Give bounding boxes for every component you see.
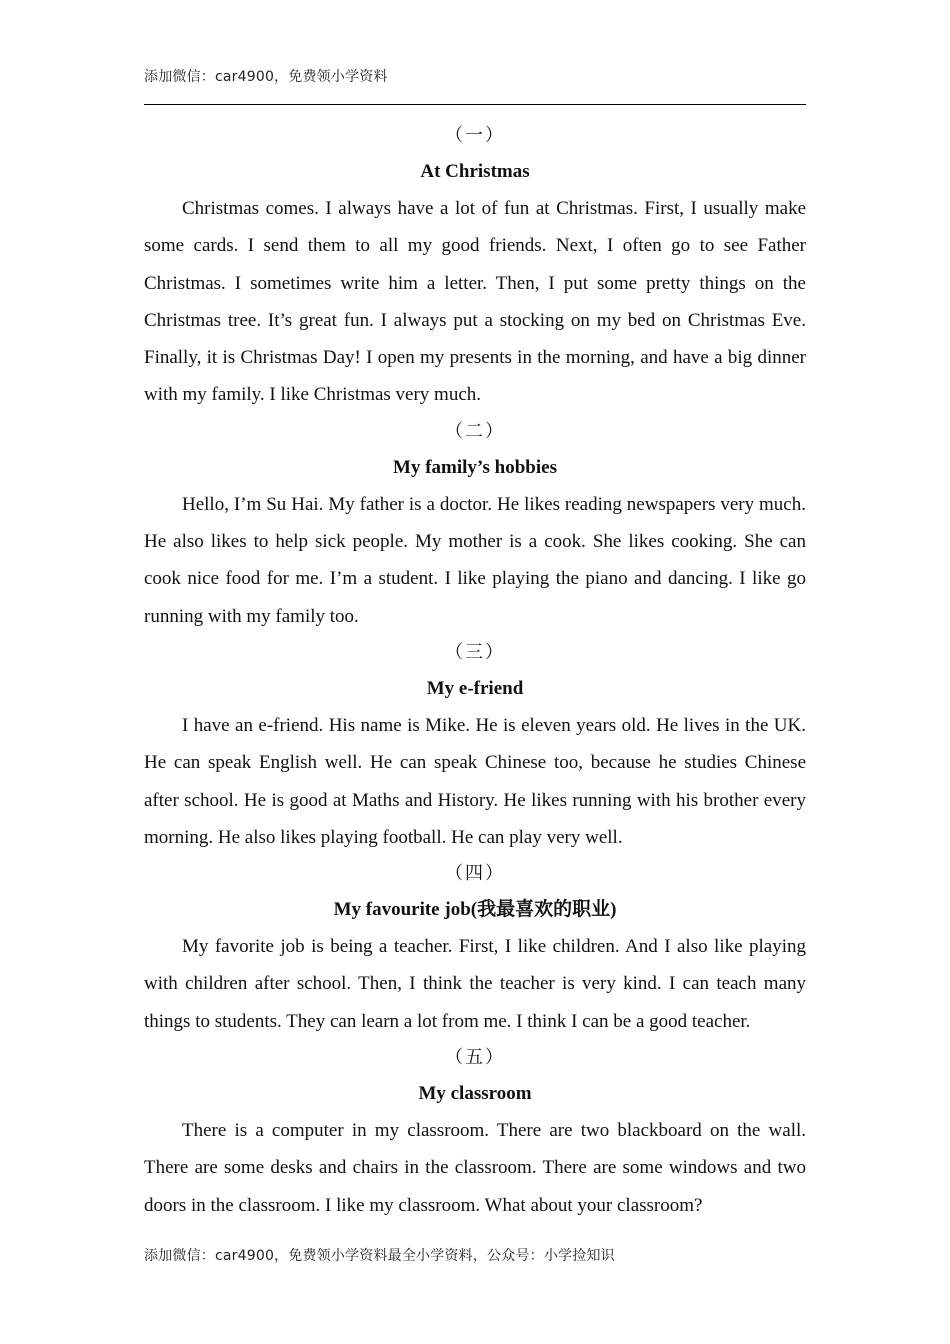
section-title: My family’s hobbies	[393, 456, 557, 478]
section-title: At Christmas	[420, 161, 530, 182]
section-number: （四）	[445, 863, 505, 885]
section-1	[144, 118, 806, 414]
section-number: （二）	[445, 420, 505, 442]
header-divider	[144, 104, 806, 105]
page-footer: 添加微信：car4900，免费领小学资料最全小学资料，公众号：小学捡知识	[144, 1248, 615, 1264]
section-4	[144, 856, 806, 1040]
section-title: My favourite job(我最喜欢的职业)	[333, 899, 617, 921]
section-5	[144, 1040, 806, 1224]
section-paragraph: My favorite job is being a teacher. First, I like children. And I also like playing with children after school. Then, I think the teacher is very kind. I can teach many things to students. They can learn a lot from me. I think I can be a good teacher.	[144, 936, 806, 1032]
section-number: （一）	[445, 125, 505, 146]
section-title: My classroom	[418, 1083, 532, 1105]
page-header: 添加微信：car4900，免费领小学资料	[144, 69, 388, 85]
document-body	[144, 118, 806, 1224]
section-number: （三）	[445, 641, 505, 663]
section-paragraph: There is a computer in my classroom. There are two blackboard on the wall. There are some desks and chairs in the classroom. There are some windows and two doors in the classroom. I like my classroom. What about your classroom?	[144, 1120, 806, 1216]
section-paragraph: Christmas comes. I always have a lot of fun at Christmas. First, I usually make some cards. I send them to all my good friends. Next, I often go to see Father Christmas. I sometimes write him a letter. Then, I put some pretty things on the Christmas tree. It’s great fun. I always put a stocking on my bed on Christmas Eve. Finally, it is Christmas Day! I open my presents in the morning, and have a big dinner with my family. I like Christmas very much.	[144, 198, 806, 406]
section-number: （五）	[445, 1047, 505, 1069]
section-3	[144, 635, 806, 856]
section-paragraph: Hello, I’m Su Hai. My father is a doctor. He likes reading newspapers very much. He also likes to help sick people. My mother is a cook. She likes cooking. She can cook nice food for me. I’m a student. I like playing the piano and dancing. I like go running with my family too.	[144, 493, 806, 627]
section-paragraph: I have an e-friend. His name is Mike. He is eleven years old. He lives in the UK. He can speak English well. He can speak Chinese too, because he studies Chinese after school. He is good at Maths and History. He likes running with his brother every morning. He also likes playing football. He can play very well.	[144, 714, 806, 848]
section-2	[144, 414, 806, 635]
section-title: My e-friend	[426, 677, 524, 699]
